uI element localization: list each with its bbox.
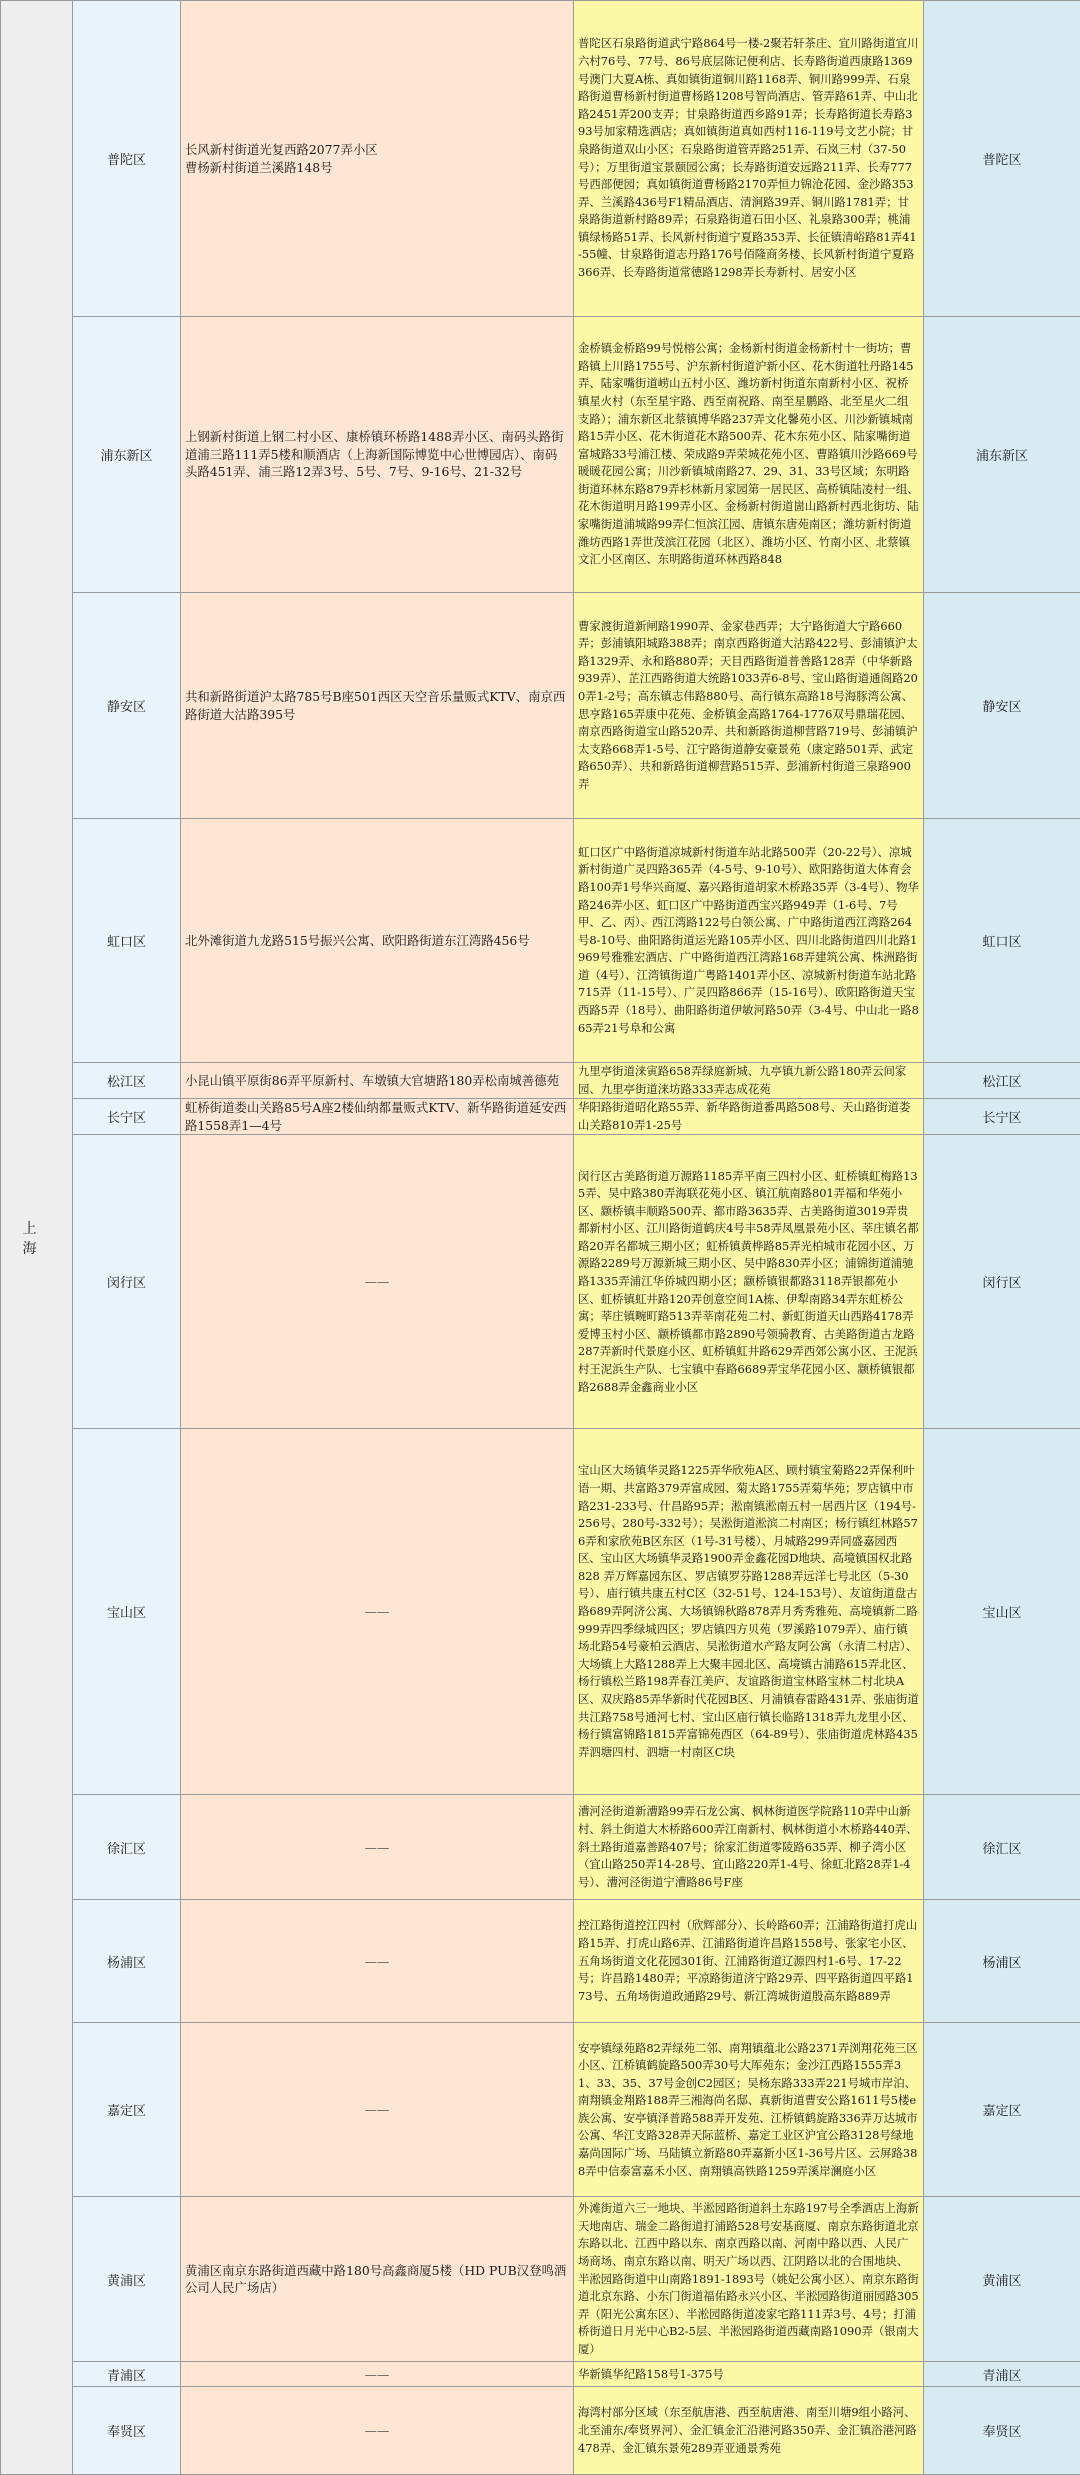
lockdown-area-cell: 共和新路街道沪太路785号B座501西区天空音乐量贩式KTV、南京西路街道大沽路395号: [181, 593, 574, 819]
district-cell-right: 虹口区: [924, 819, 1080, 1063]
district-cell-right: 奉贤区: [924, 2387, 1080, 2475]
control-area-cell: 海湾村部分区域（东至航唐港、西至航唐港、南至川塘9组小路河、北至浦东/奉贤界河）、金汇镇金汇沿港河路350弄、金汇镇浴港河路478弄、金汇镇东景苑289弄亚通景秀苑: [574, 2387, 924, 2475]
district-cell: 奉贤区: [73, 2387, 181, 2475]
table-row: [1, 593, 1080, 819]
control-area-cell: 外滩街道六三一地块、半淞园路街道斜土东路197号全季酒店上海新天地南店、瑞金二路街道打浦路528号安基商厦、南京东路街道北京东路以北、江西中路以东、南京西路以南、河南中路以西、人民广场商场、南京东路以南、明天广场以西、江阴路以北的合围地块、半淞园路街道中山南路1891-1893号（姚妃公寓小区）、南京东路街道北京东路、小东门街道福佑路永兴小区、半淞园路街道丽园路305弄（阳光公寓东区）、半淞园路街道凌家宅路111弄3号、4号；打浦桥街道日月光中心B2-5层、半淞园路街道西藏南路1090弄（银南大厦）: [574, 2197, 924, 2362]
lockdown-area-cell: ——: [181, 2362, 574, 2387]
district-cell: 闵行区: [73, 1135, 181, 1429]
control-area-cell: 金桥镇金桥路99号悦榕公寓；金杨新村街道金杨新村十一街坊；曹路镇上川路1755号、沪东新村街道沪新小区、花木街道牡丹路145弄、陆家嘴街道崂山五村小区、潍坊新村街道东南新村小区、祝桥镇星火村（东至星宇路、西至南祝路、南至星鹏路、北至星火二组支路）；浦东新区北蔡镇博华路237弄文化馨苑小区、川沙新镇城南路15弄小区、花木街道花木路500弄、花木东苑小区、陆家嘴街道富城路33号浦江楼、荣成路9弄荣城花苑小区、曹路镇川沙路669号暖暖花园公寓；川沙新镇城南路27、29、31、33号区域；东明路街道环林东路879弄杉林新月家园第一居民区、高桥镇陆凌村一组、花木街道明月路199弄小区、金杨新村街道崮山路新村西北街坊、陆家嘴街道浦城路99弄仁恒滨江园、唐镇东唐苑南区；潍坊新村街道潍坊西路1弄世茂滨江花园（北区）、潍坊小区、竹南小区、北蔡镇文汇小区南区、东明路街道环林西路848: [574, 317, 924, 593]
lockdown-area-cell: ——: [181, 1135, 574, 1429]
lockdown-area-cell: 上钢新村街道上钢二村小区、康桥镇环桥路1488弄小区、南码头路街道浦三路111弄5楼和顺酒店（上海新国际博览中心世博园店）、南码头路451弄、浦三路12弄3号、5号、7号、9-16号、21-32号: [181, 317, 574, 593]
control-area-cell: 漕河泾街道新漕路99弄石龙公寓、枫林街道医学院路110弄中山新村、斜土街道大木桥路600弄江南新村、枫林街道小木桥路440弄、斜土路街道嘉善路407号；徐家汇街道零陵路635弄、柳子湾小区（宜山路250弄14-28号、宜山路220弄1-4号、徐虹北路28弄1-4号）、漕河泾街道宁漕路86号F座: [574, 1795, 924, 1900]
district-cell-right: 杨浦区: [924, 1900, 1080, 2023]
control-area-cell: 华阳路街道昭化路55弄、新华路街道番禺路508号、天山路街道娄山关路810弄1-25号: [574, 1099, 924, 1135]
district-cell-right: 嘉定区: [924, 2023, 1080, 2197]
lockdown-area-cell: ——: [181, 1900, 574, 2023]
table-row: [1, 2197, 1080, 2362]
table-row: [1, 2023, 1080, 2197]
table-row: [1, 1900, 1080, 2023]
table-row: [1, 1135, 1080, 1429]
district-cell: 黄浦区: [73, 2197, 181, 2362]
control-area-cell: 普陀区石泉路街道武宁路864号一楼-2聚若轩茶庄、宜川路街道宜川六村76号、77号、86号底层陈记便利店、长寿路街道西康路1369号澳门大夏A栋、真如镇街道铜川路1168弄、铜川路999弄、石泉路街道曹杨新村街道曹杨路1208号智尚酒店、管弄路61弄、中山北路2451弄200支弄；甘泉路街道西乡路91弄；长寿路街道长寿路393号加家精选酒店；真如镇街道真如西村116-119号文艺小院；甘泉路街道双山小区；石泉路街道管弄路251弄、石岚三村（37-50号）；万里街道宝景颐园公寓；长寿路街道安远路211弄、长寿777号西部便园；真如镇街道曹杨路2170弄恒力锦沧花园、金沙路353弄、兰溪路436号F1精品酒店、清涧路39弄、铜川路1781弄；甘泉路街道新村路89弄；石泉路街道石田小区、礼泉路300弄；桃浦镇绿杨路51弄、长风新村街道宁夏路353弄、长征镇清峪路81弄41-55幢、甘泉路街道志丹路176号佰隆商务楼、长风新村街道宁夏路366弄、长寿路街道常德路1298弄长寿新村、居安小区: [574, 1, 924, 317]
lockdown-area-cell: 虹桥街道娄山关路85号A座2楼仙纳都量贩式KTV、新华路街道延安西路1558弄1—4号: [181, 1099, 574, 1135]
lockdown-area-cell: ——: [181, 1795, 574, 1900]
table-row: [1, 1429, 1080, 1795]
table-row: [1, 2362, 1080, 2387]
control-area-cell: 控江路街道控江四村（欣辉部分）、长岭路60弄；江浦路街道打虎山路15弄、打虎山路6弄、江浦路街道许昌路1558号、张家宅小区、五角场街道文化花园301街、江浦路街道辽源四村1-6号、17-22号；许昌路1480弄；平凉路街道济宁路29弄、四平路街道四平路173号、五角场街道政通路29号、新江湾城街道殷高东路889弄: [574, 1900, 924, 2023]
district-cell-right: 普陀区: [924, 1, 1080, 317]
district-cell: 青浦区: [73, 2362, 181, 2387]
lockdown-area-cell: 北外滩街道九龙路515号振兴公寓、欧阳路街道东江湾路456号: [181, 819, 574, 1063]
district-cell-right: 浦东新区: [924, 317, 1080, 593]
district-cell: 杨浦区: [73, 1900, 181, 2023]
district-cell: 长宁区: [73, 1099, 181, 1135]
lockdown-area-cell: 小昆山镇平原街86弄平原新村、车墩镇大官塘路180弄松南城善德苑: [181, 1063, 574, 1099]
control-area-cell: 虹口区广中路街道凉城新村街道车站北路500弄（20-22号）、凉城新村街道广灵四路365弄（4-5号、9-10号）、欧阳路街道大体育会路100弄1号华兴商厦、嘉兴路街道胡家木桥路35弄（3-4号）、物华路246弄小区、虹口区广中路街道西宝兴路949弄（1-6号、7号甲、乙、丙）、西江湾路122号白领公寓、广中路街道西江湾路264号8-10号、曲阳路街道运光路105弄小区、四川北路街道四川北路1969号雅雅宏酒店、广中路街道西江湾路168弄建筑公寓、株洲路街道（4号）、江湾镇街道广粤路1401弄小区、凉城新村街道车站北路715弄（11-15号）、广灵四路866弄（15-16号）、欧阳路街道天宝西路5弄（18号）、曲阳路街道伊敏河路50弄（3-4号、中山北一路865弄21号阜和公寓: [574, 819, 924, 1063]
lockdown-area-cell: ——: [181, 2387, 574, 2475]
table-row: [1, 1063, 1080, 1099]
lockdown-area-cell: 长风新村街道光复西路2077弄小区 曹杨新村街道兰溪路148号: [181, 1, 574, 317]
table-row: [1, 819, 1080, 1063]
district-cell: 宝山区: [73, 1429, 181, 1795]
district-cell: 虹口区: [73, 819, 181, 1063]
district-cell-right: 长宁区: [924, 1099, 1080, 1135]
district-cell-right: 闵行区: [924, 1135, 1080, 1429]
district-cell: 普陀区: [73, 1, 181, 317]
control-area-cell: 华新镇华纪路158号1-375号: [574, 2362, 924, 2387]
district-cell: 静安区: [73, 593, 181, 819]
district-cell-right: 徐汇区: [924, 1795, 1080, 1900]
lockdown-area-cell: ——: [181, 1429, 574, 1795]
district-cell: 浦东新区: [73, 317, 181, 593]
district-cell-right: 静安区: [924, 593, 1080, 819]
control-area-cell: 曹家渡街道新闸路1990弄、金家巷西弄；大宁路街道大宁路660弄；彭浦镇阳城路388弄；南京西路街道大沽路422号、彭浦镇沪太路1329弄、永和路880弄；天目西路街道普善路128弄（中华新路939弄）、芷江西路街道大统路1033弄6-8号、宝山路街道通阁路200弄1-2号；高东镇志伟路880号、高行镇东高路18号海豚湾公寓、思亨路165弄康中花苑、金桥镇金高路1764-1776双号鼎瑞花园、南京西路街道宝山路520弄、共和新路街道柳营路719号、彭浦镇沪太支路668弄1-5号、江宁路街道静安豪景苑（康定路501弄、武定路650弄）、共和新路街道柳营路515弄、彭浦新村街道三泉路900弄: [574, 593, 924, 819]
district-cell-right: 松江区: [924, 1063, 1080, 1099]
district-cell-right: 黄浦区: [924, 2197, 1080, 2362]
control-area-cell: 宝山区大场镇华灵路1225弄华欣苑A区、顾村镇宝菊路22弄保利叶语一期、共富路379弄富成园、菊太路1755弄菊华苑；罗店镇中市路231-233号、什昌路95弄；淞南镇淞南五村一居西片区（194号-256号、280号-332号）；吴淞街道淞滨二村南区；杨行镇红林路576弄和家欣苑B区东区（1号-31号楼）、月城路299弄同盛嘉园西区、宝山区大场镇华灵路1900弄金鑫花园D地块、高境镇国权北路828 弄万辉嘉园东区、罗店镇罗芬路1288弄远洋七号北区（5-30号）、庙行镇共康五村C区（32-51号、124-153号）、友谊街道盘古路689弄阿济公寓、大场镇锦秋路878弄月秀秀雅苑、高境镇新二路999弄四季绿城四区；罗店镇四方贝苑（罗溪路1079弄）、庙行镇场北路54号豪柏云酒店、吴淞街道水产路友阿公寓（永清二村店）、大场镇上大路1288弄上大聚丰园北区、高境镇古浦路615弄北区、杨行镇松兰路198弄春江美庐、友谊路街道宝林路宝林二村北块A区、双庆路85弄华新时代花园B区、月浦镇春雷路431弄、张庙街道共江路758号通河七村、宝山区庙行镇长临路1318弄九龙里小区、杨行镇富锦路1815弄富锦苑西区（64-89号）、张庙街道虎林路435弄泗塘四村、泗塘一村南区C块: [574, 1429, 924, 1795]
district-cell-right: 青浦区: [924, 2362, 1080, 2387]
control-area-cell: 安亭镇绿苑路82弄绿苑二邻、南翔镇蕴北公路2371弄浏翔花苑三区小区、江桥镇鹤旋路500弄30号大厍苑东；金沙江西路1555弄31、33、35、37号金创C2园区；吴杨东路333弄221号城市岸泊、南翔镇金翔路188弄三湘海尚名邸、真新街道曹安公路1611号5楼e族公寓、安亭镇泽普路588弄开发苑、江桥镇鹤旋路336弄万达城市公寓、华江支路328弄天际蓝桥、嘉定工业区沪宜公路3128号绿地嘉尚国际广场、马陆镇立新路80弄嘉新小区1-36号片区、云屏路388弄中信泰富嘉禾小区、南翔镇高铁路1259弄溪岸澜庭小区: [574, 2023, 924, 2197]
lockdown-area-cell: 黄浦区南京东路街道西藏中路180号高鑫商厦5楼（HD PUB汉登鸣酒公司人民广场店）: [181, 2197, 574, 2362]
district-cell: 松江区: [73, 1063, 181, 1099]
table-row: [1, 1, 1080, 317]
control-area-cell: 九里亭街道涞寅路658弄绿庭新城、九亭镇九新公路180弄云间家园、九里亭街道涞坊路333弄志成花苑: [574, 1063, 924, 1099]
lockdown-area-cell: ——: [181, 2023, 574, 2197]
district-cell: 嘉定区: [73, 2023, 181, 2197]
table-row: [1, 1099, 1080, 1135]
district-cell: 徐汇区: [73, 1795, 181, 1900]
district-cell-right: 宝山区: [924, 1429, 1080, 1795]
city-cell: 上 海: [1, 1, 73, 2475]
table-row: [1, 317, 1080, 593]
control-area-cell: 闵行区古美路街道万源路1185弄平南三四村小区、虹桥镇虹梅路135弄、吴中路380弄海联花苑小区、镇江航南路801弄福和华苑小区、颛桥镇丰顺路500弄、都市路3635弄、古美路街道3019弄贵都新村小区、江川路街道鹤庆4号丰58弄凤凰景苑小区、莘庄镇名都路20弄名都城三期小区；虹桥镇黄桦路85弄光柏城市花园小区、万源路2289号万源新城三期小区、吴中路830弄小区；浦锦街道浦驰路1335弄浦江华侨城四期小区；颛桥镇银都路3118弄银都苑小区、虹桥镇虹井路120弄创意空间1A栋、伊犁南路34弄东虹桥公寓；莘庄镇畹町路513弄莘南花苑二村、新虹街道天山西路4178弄爱博玉村小区、颛桥镇都市路2890号领骑教育、古美路街道古龙路287弄新时代景庭小区、虹桥镇虹井路629弄西郊公寓小区、王泥浜村王泥浜生产队、七宝镇中春路6689弄宝华花园小区、颛桥镇银都路2688弄金鑫商业小区: [574, 1135, 924, 1429]
table-row: [1, 1795, 1080, 1900]
